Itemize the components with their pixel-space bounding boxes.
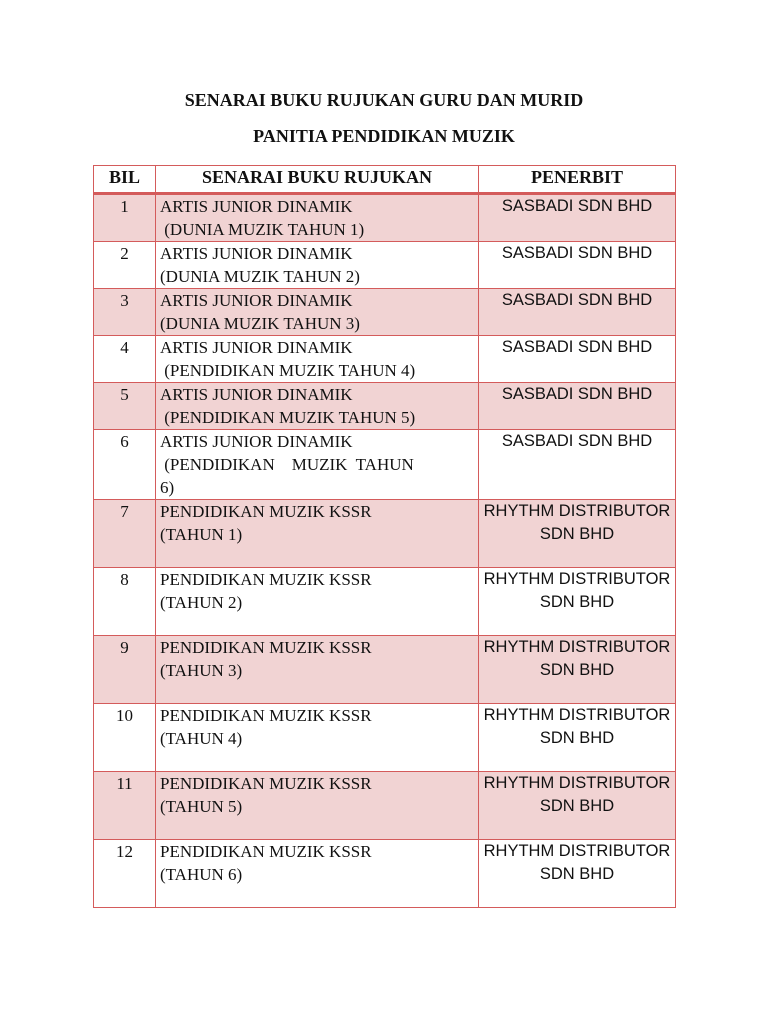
book-title: PENDIDIKAN MUZIK KSSR (TAHUN 5) — [156, 772, 479, 840]
book-title: PENDIDIKAN MUZIK KSSR (TAHUN 3) — [156, 636, 479, 704]
book-title: ARTIS JUNIOR DINAMIK (PENDIDIKAN MUZIK TAHUN 5) — [156, 383, 479, 430]
book-title: ARTIS JUNIOR DINAMIK (PENDIDIKAN MUZIK TAHUN 4) — [156, 336, 479, 383]
header-publisher: PENERBIT — [479, 166, 676, 194]
book-title: ARTIS JUNIOR DINAMIK (DUNIA MUZIK TAHUN 1) — [156, 194, 479, 242]
publisher: SASBADI SDN BHD — [479, 336, 676, 383]
book-title: ARTIS JUNIOR DINAMIK (DUNIA MUZIK TAHUN 3) — [156, 289, 479, 336]
publisher: SASBADI SDN BHD — [479, 289, 676, 336]
table-row — [94, 336, 676, 383]
publisher: RHYTHM DISTRIBUTOR SDN BHD — [479, 636, 676, 704]
row-number: 12 — [94, 840, 156, 908]
publisher: SASBADI SDN BHD — [479, 242, 676, 289]
row-number: 11 — [94, 772, 156, 840]
row-number: 9 — [94, 636, 156, 704]
publisher: RHYTHM DISTRIBUTOR SDN BHD — [479, 500, 676, 568]
book-title: ARTIS JUNIOR DINAMIK (DUNIA MUZIK TAHUN 2) — [156, 242, 479, 289]
row-number: 10 — [94, 704, 156, 772]
table-row — [94, 636, 676, 704]
book-title: PENDIDIKAN MUZIK KSSR (TAHUN 4) — [156, 704, 479, 772]
table-row — [94, 704, 676, 772]
book-title: PENDIDIKAN MUZIK KSSR (TAHUN 6) — [156, 840, 479, 908]
row-number: 1 — [94, 194, 156, 242]
table-row — [94, 568, 676, 636]
publisher: SASBADI SDN BHD — [479, 194, 676, 242]
publisher: RHYTHM DISTRIBUTOR SDN BHD — [479, 840, 676, 908]
table-row — [94, 430, 676, 500]
row-number: 7 — [94, 500, 156, 568]
table-row — [94, 772, 676, 840]
document-title: SENARAI BUKU RUJUKAN GURU DAN MURID — [184, 90, 584, 110]
book-title: PENDIDIKAN MUZIK KSSR (TAHUN 1) — [156, 500, 479, 568]
row-number: 6 — [94, 430, 156, 500]
header-bil: BIL — [94, 166, 156, 194]
book-title: ARTIS JUNIOR DINAMIK (PENDIDIKAN MUZIK TAHUN 6) — [156, 430, 479, 500]
table-row — [94, 383, 676, 430]
row-number: 5 — [94, 383, 156, 430]
document-subtitle: PANITIA PENDIDIKAN MUZIK — [253, 126, 515, 146]
row-number: 8 — [94, 568, 156, 636]
row-number: 3 — [94, 289, 156, 336]
table-header-row — [94, 166, 676, 194]
table-row — [94, 289, 676, 336]
table-row — [94, 500, 676, 568]
row-number: 2 — [94, 242, 156, 289]
publisher: SASBADI SDN BHD — [479, 383, 676, 430]
table-row — [94, 840, 676, 908]
header-book: SENARAI BUKU RUJUKAN — [156, 166, 479, 194]
reference-books-table — [93, 165, 676, 908]
row-number: 4 — [94, 336, 156, 383]
publisher: SASBADI SDN BHD — [479, 430, 676, 500]
table-row — [94, 194, 676, 242]
publisher: RHYTHM DISTRIBUTOR SDN BHD — [479, 772, 676, 840]
publisher: RHYTHM DISTRIBUTOR SDN BHD — [479, 568, 676, 636]
book-title: PENDIDIKAN MUZIK KSSR (TAHUN 2) — [156, 568, 479, 636]
publisher: RHYTHM DISTRIBUTOR SDN BHD — [479, 704, 676, 772]
table-row — [94, 242, 676, 289]
